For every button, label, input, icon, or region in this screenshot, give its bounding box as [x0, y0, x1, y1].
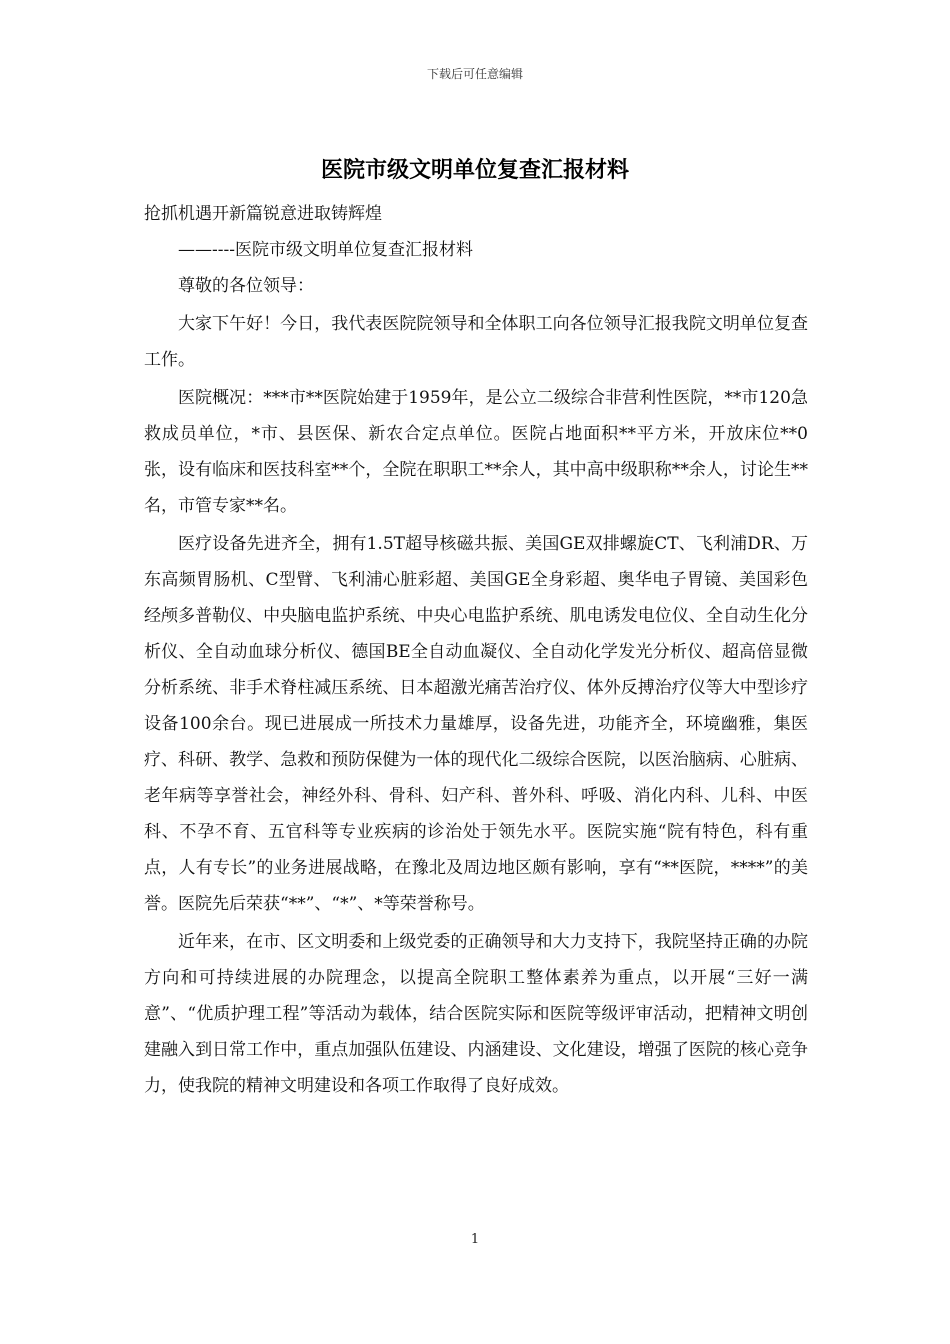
page-number: 1 [470, 1232, 480, 1247]
paragraph-achievements: 近年来，在市、区文明委和上级党委的正确领导和大力支持下，我院坚持正确的办院方向和可持续进展的办院理念，以提高全院职工整体素养为重点，以开展“三好一满意”、“优质护理工程”等活动为载体，结合医院实际和医院等级评审活动，把精神文明创建融入到日常工作中，重点加强队伍建设、内涵建设、文化建设，增强了医院的核心竞争力，使我院的精神文明建设和各项工作取得了良好成效。 [144, 932, 808, 1096]
paragraph-opening: 大家下午好！今日，我代表医院院领导和全体职工向各位领导汇报我院文明单位复查工作。 [144, 314, 808, 370]
document-title: 医院市级文明单位复查汇报材料 [320, 157, 629, 183]
document-subtitle: 抢抓机遇开新篇锐意进取铸辉煌 [144, 204, 382, 224]
document-subtitle-line2: ——----医院市级文明单位复查汇报材料 [178, 240, 473, 260]
page-header-note: 下载后可任意编辑 [426, 67, 523, 81]
greeting: 尊敬的各位领导： [178, 276, 314, 296]
paragraph-overview: 医院概况：***市**医院始建于1959年，是公立二级综合非营利性医院，**市120急救成员单位，*市、县医保、新农合定点单位。医院占地面积**平方米，开放床位**0张，设有临床和医技科室**个，全院在职职工**余人，其中高中级职称**余人，讨论生**名，市管专家**名。 [144, 388, 808, 516]
document-body [144, 196, 808, 1104]
paragraph-equipment: 医疗设备先进齐全，拥有1.5T超导核磁共振、美国GE双排螺旋CT、飞利浦DR、万东高频胃肠机、C型臂、飞利浦心脏彩超、美国GE全身彩超、奥华电子胃镜、美国彩色经颅多普勒仪、中央脑电监护系统、中央心电监护系统、肌电诱发电位仪、全自动生化分析仪、全自动血球分析仪、德国BE全自动血凝仪、全自动化学发光分析仪、超高倍显微分析系统、非手术脊柱减压系统、日本超激光痛苦治疗仪、体外反搏治疗仪等大中型诊疗设备100余台。现已进展成一所技术力量雄厚，设备先进，功能齐全，环境幽雅，集医疗、科研、教学、急救和预防保健为一体的现代化二级综合医院，以医治脑病、心脏病、老年病等享誉社会，神经外科、骨科、妇产科、普外科、呼吸、消化内科、儿科、中医科、不孕不育、五官科等专业疾病的诊治处于领先水平。医院实施“院有特色，科有重点，人有专长”的业务进展战略，在豫北及周边地区颇有影响，享有“**医院，****”的美誉。医院先后荣获“**”、“*”、*等荣誉称号。 [144, 534, 808, 914]
